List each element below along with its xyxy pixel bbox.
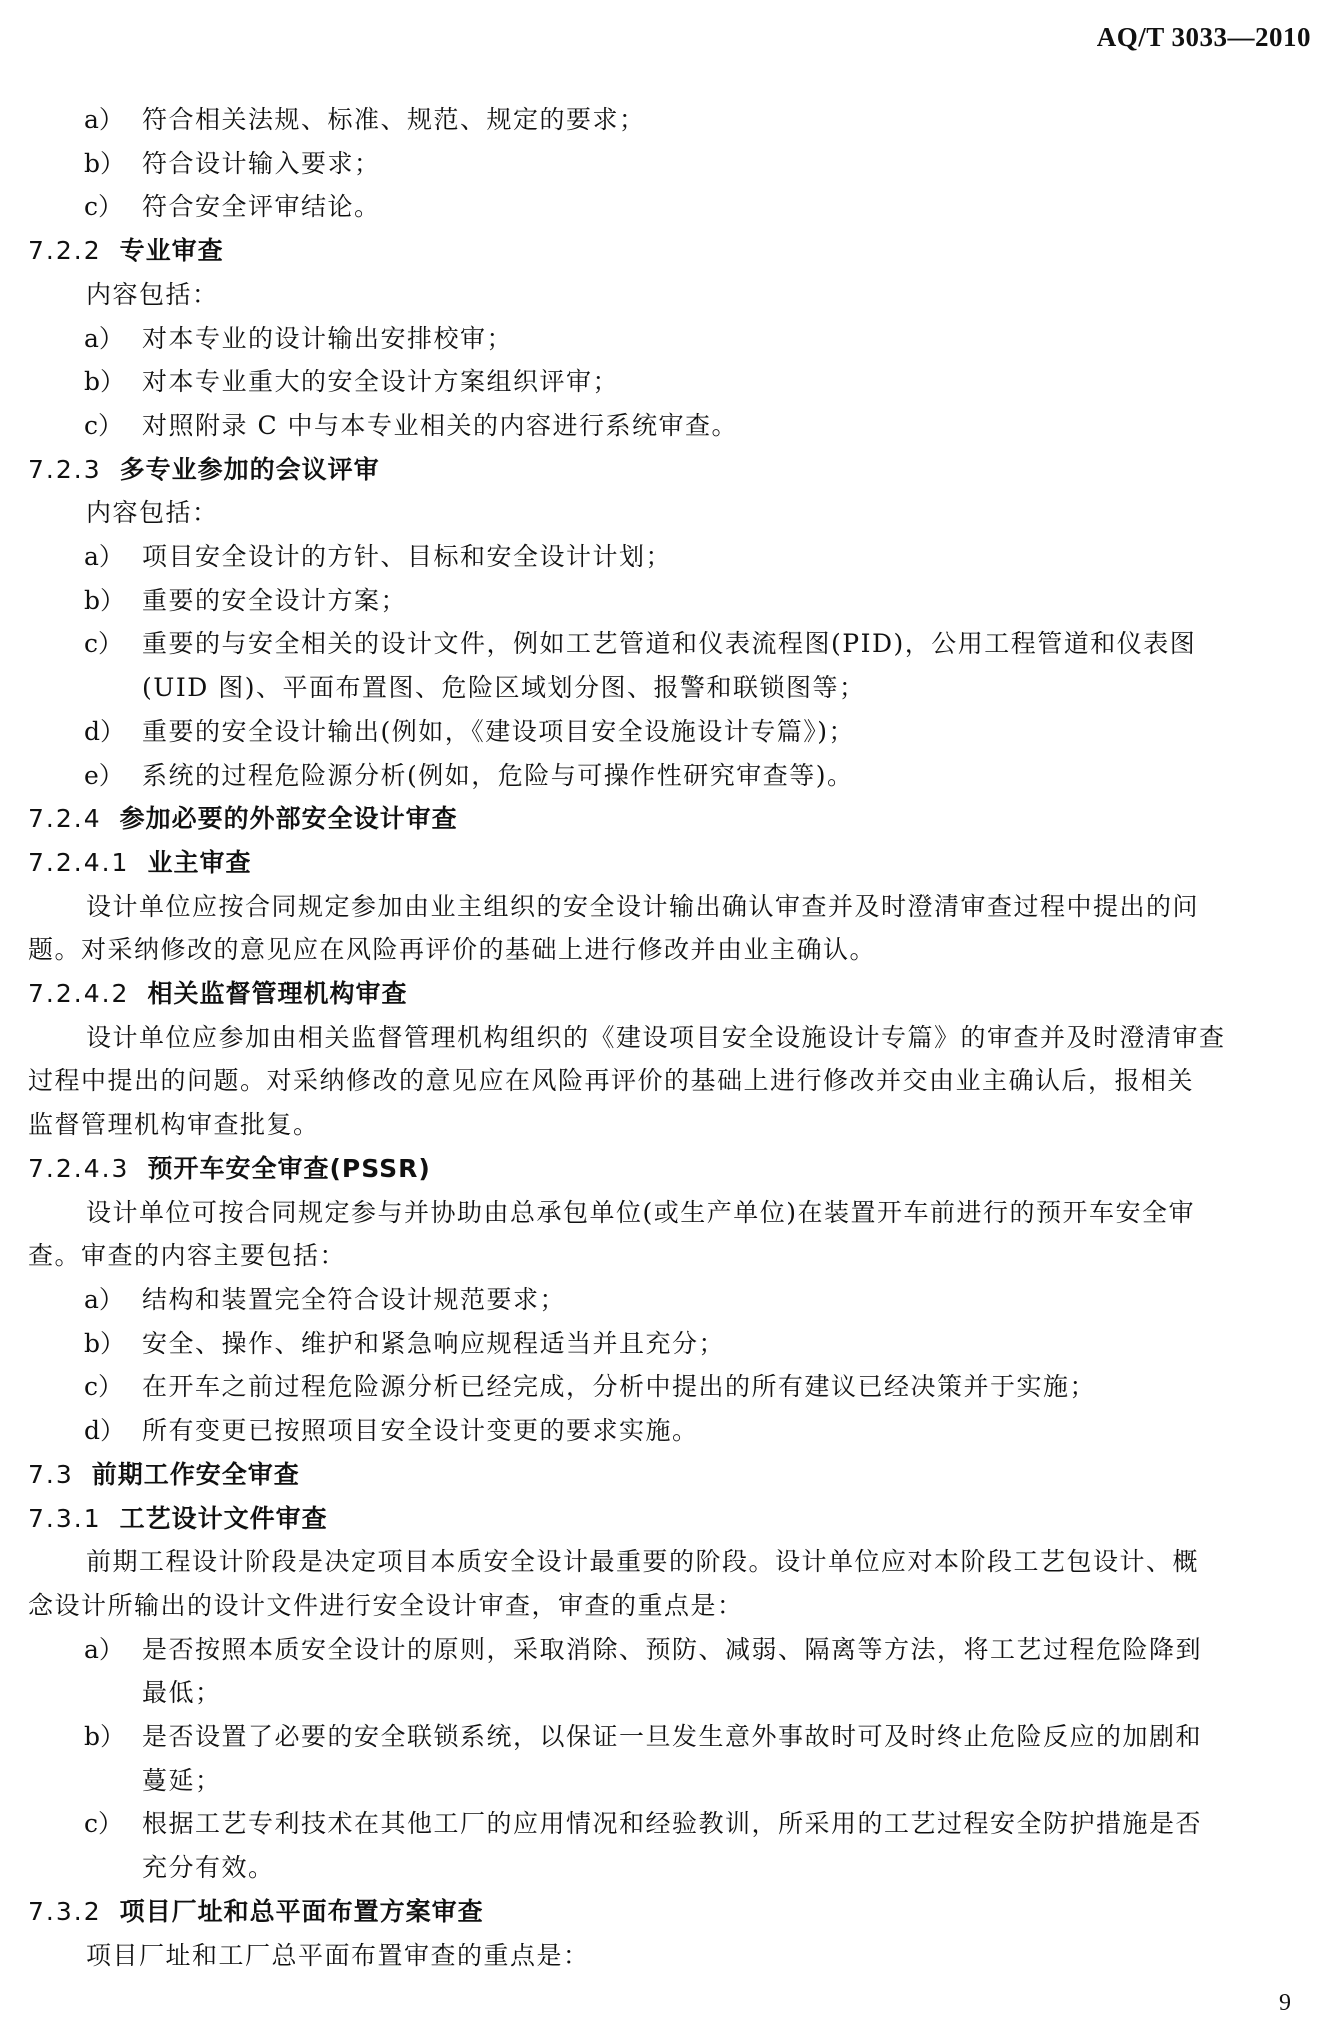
list-marker: c） <box>84 410 124 440</box>
list-marker: b） <box>84 585 126 615</box>
list-item-text: 符合安全评审结论。 <box>142 192 381 222</box>
list-marker: c） <box>84 629 124 659</box>
section-title: 工艺设计文件审查 <box>119 1503 328 1533</box>
list-item <box>28 1365 1310 1409</box>
section-number: 7.3.2 <box>28 1896 102 1926</box>
list-marker: c） <box>84 1809 124 1839</box>
list-item-text: 对照附录 C 中与本专业相关的内容进行系统审查。 <box>142 410 739 440</box>
section-title: 多专业参加的会议评审 <box>119 454 380 484</box>
list-item-text: 结构和装置完全符合设计规范要求； <box>142 1284 567 1314</box>
list-marker: b） <box>84 1328 126 1358</box>
list-item <box>28 317 1310 361</box>
paragraph-text: 监督管理机构审查批复。 <box>28 1110 320 1140</box>
paragraph-text: 内容包括： <box>86 498 219 528</box>
list-item-text: 项目安全设计的方针、目标和安全设计计划； <box>142 542 673 572</box>
list-item-text: 对本专业重大的安全设计方案组织评审； <box>142 367 620 397</box>
list-marker: d） <box>84 716 126 746</box>
list-item <box>28 1628 1310 1672</box>
section-heading <box>28 1147 1310 1191</box>
section-heading <box>28 972 1310 1016</box>
list-item <box>28 535 1310 579</box>
section-title: 相关监督管理机构审查 <box>147 979 408 1009</box>
list-item-text: 符合相关法规、标准、规范、规定的要求； <box>142 105 646 134</box>
list-item-text: 安全、操作、维护和紧急响应规程适当并且充分； <box>142 1328 726 1358</box>
paragraph-text: 设计单位应参加由相关监督管理机构组织的《建设项目安全设施设计专篇》的审查并及时澄清审查 <box>86 1022 1226 1052</box>
list-item <box>28 579 1310 623</box>
paragraph-text: 题。对采纳修改的意见应在风险再评价的基础上进行修改并由业主确认。 <box>28 935 877 965</box>
section-number: 7.2.4.3 <box>28 1153 130 1183</box>
list-item-continuation: (UID 图)、平面布置图、危险区域划分图、报警和联锁图等； <box>142 673 866 703</box>
list-item-text: 根据工艺专利技术在其他工厂的应用情况和经验教训，所采用的工艺过程安全防护措施是否 <box>142 1809 1203 1839</box>
list-marker: c） <box>84 192 124 222</box>
list-item <box>28 754 1310 798</box>
list-marker: a） <box>84 1284 124 1314</box>
list-item-text: 对本专业的设计输出安排校审； <box>142 323 514 353</box>
section-heading <box>28 1453 1310 1497</box>
paragraph-text: 内容包括： <box>86 279 219 309</box>
list-marker: b） <box>84 148 126 178</box>
list-marker: e） <box>84 760 124 790</box>
list-item-text: 重要的与安全相关的设计文件，例如工艺管道和仪表流程图(PID)，公用工程管道和仪表图 <box>142 629 1197 659</box>
list-item <box>28 1802 1310 1846</box>
section-number: 7.2.2 <box>28 236 102 266</box>
list-item-text: 所有变更已按照项目安全设计变更的要求实施。 <box>142 1416 699 1446</box>
paragraph-text: 设计单位可按合同规定参与并协助由总承包单位(或生产单位)在装置开车前进行的预开车安全审 <box>86 1197 1196 1227</box>
list-marker: c） <box>84 1372 124 1402</box>
list-item <box>28 185 1310 229</box>
paragraph-text: 项目厂址和工厂总平面布置审查的重点是： <box>86 1940 590 1970</box>
list-item-continuation: 最低； <box>142 1678 222 1708</box>
list-item-text: 在开车之前过程危险源分析已经完成，分析中提出的所有建议已经决策并于实施； <box>142 1372 1097 1402</box>
paragraph-text: 设计单位应按合同规定参加由业主组织的安全设计输出确认审查并及时澄清审查过程中提出的问 <box>86 891 1200 921</box>
list-item-text: 重要的安全设计输出(例如，《建设项目安全设施设计专篇》)； <box>142 716 856 746</box>
list-item <box>28 360 1310 404</box>
list-item <box>28 1715 1310 1759</box>
section-number: 7.3.1 <box>28 1503 102 1533</box>
paragraph-text: 过程中提出的问题。对采纳修改的意见应在风险再评价的基础上进行修改并交由业主确认后，报相关 <box>28 1066 1195 1096</box>
list-item <box>28 98 1310 142</box>
list-marker: d） <box>84 1416 126 1446</box>
list-item-text: 重要的安全设计方案； <box>142 585 408 615</box>
list-marker: b） <box>84 367 126 397</box>
list-marker: b） <box>84 1722 126 1752</box>
section-title: 专业审查 <box>119 236 224 266</box>
section-heading <box>28 797 1310 841</box>
list-item-text: 系统的过程危险源分析(例如，危险与可操作性研究审查等)。 <box>142 760 854 790</box>
section-heading <box>28 1497 1310 1541</box>
list-item <box>28 1278 1310 1322</box>
section-title: 前期工作安全审查 <box>91 1459 300 1489</box>
section-number: 7.2.3 <box>28 454 102 484</box>
list-item-text: 符合设计输入要求； <box>142 148 381 178</box>
document-body <box>28 98 1310 1977</box>
list-marker: a） <box>84 105 124 134</box>
section-heading <box>28 448 1310 492</box>
section-number: 7.3 <box>28 1459 74 1489</box>
list-item <box>28 710 1310 754</box>
list-item <box>28 1322 1310 1366</box>
page-number: 9 <box>1279 1990 1291 2016</box>
list-item <box>28 1409 1310 1453</box>
paragraph-text: 念设计所输出的设计文件进行安全设计审查，审查的重点是： <box>28 1590 744 1620</box>
section-number: 7.2.4 <box>28 804 102 834</box>
list-item-continuation: 充分有效。 <box>142 1853 275 1883</box>
list-item-continuation: 蔓延； <box>142 1765 222 1795</box>
section-title: 预开车安全审查(PSSR) <box>147 1153 431 1183</box>
list-item <box>28 622 1310 666</box>
section-heading <box>28 1890 1310 1934</box>
section-heading <box>28 229 1310 273</box>
section-number: 7.2.4.2 <box>28 979 130 1009</box>
paragraph-text: 前期工程设计阶段是决定项目本质安全设计最重要的阶段。设计单位应对本阶段工艺包设计、概 <box>86 1547 1200 1577</box>
section-title: 参加必要的外部安全设计审查 <box>119 804 458 834</box>
list-item-text: 是否按照本质安全设计的原则，采取消除、预防、减弱、隔离等方法，将工艺过程危险降到 <box>142 1634 1203 1664</box>
section-title: 业主审查 <box>147 847 252 877</box>
section-title: 项目厂址和总平面布置方案审查 <box>119 1896 484 1926</box>
standard-code-header: AQ/T 3033—2010 <box>1096 22 1311 52</box>
list-item-text: 是否设置了必要的安全联锁系统，以保证一旦发生意外事故时可及时终止危险反应的加剧和 <box>142 1722 1203 1752</box>
section-heading <box>28 841 1310 885</box>
list-marker: a） <box>84 323 124 353</box>
section-number: 7.2.4.1 <box>28 847 130 877</box>
list-marker: a） <box>84 1634 124 1664</box>
list-item <box>28 142 1310 186</box>
paragraph-text: 查。审查的内容主要包括： <box>28 1241 347 1271</box>
list-item <box>28 404 1310 448</box>
list-marker: a） <box>84 542 124 572</box>
